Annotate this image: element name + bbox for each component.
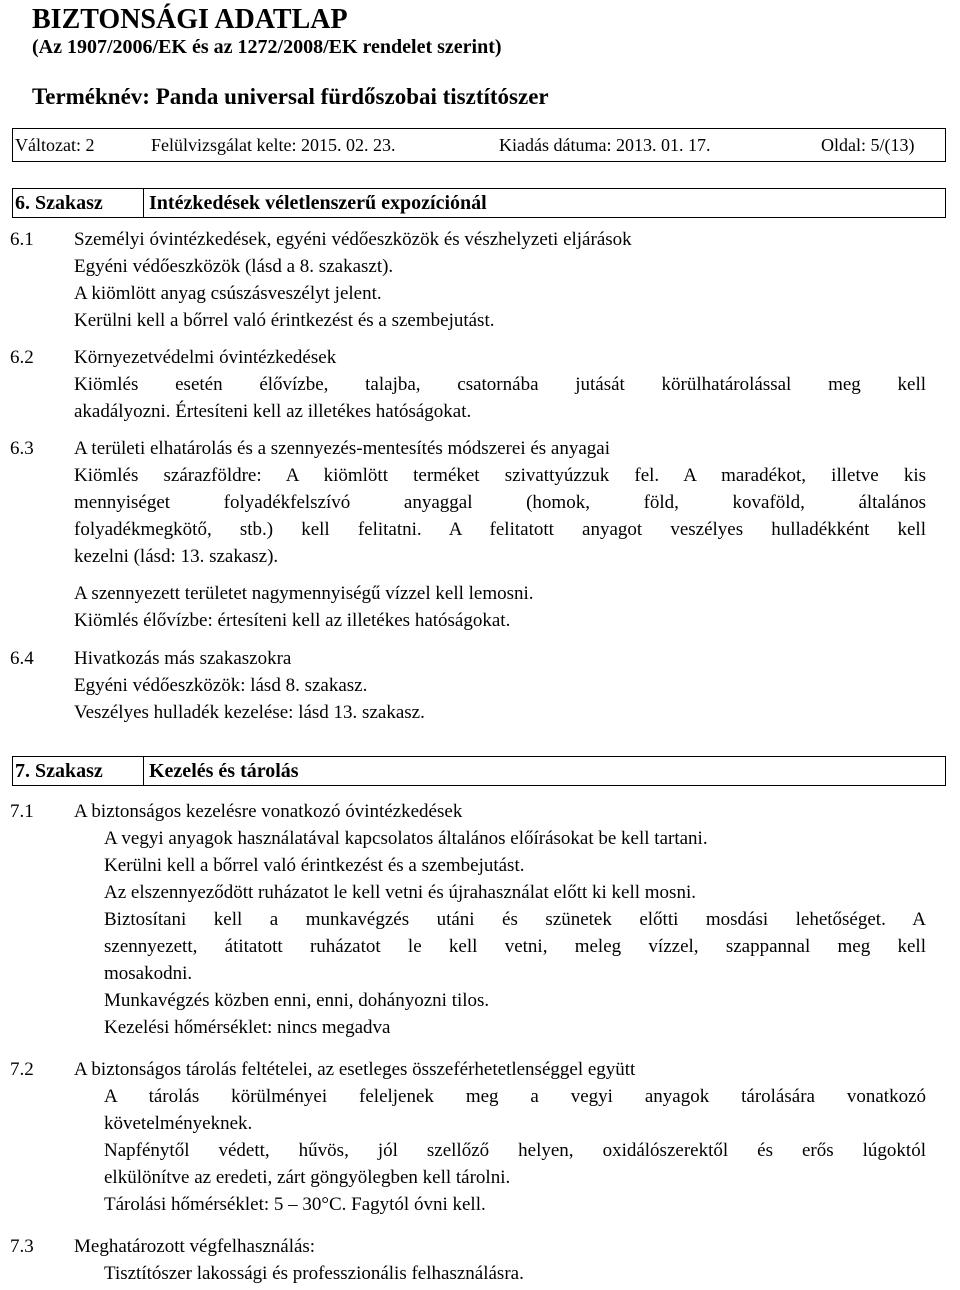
section-number: 6. Szakasz (15, 192, 103, 214)
document-title: BIZTONSÁGI ADATLAP (32, 4, 348, 35)
text-line: Kerülni kell a bőrrel való érintkezést és a szembejutást. (74, 310, 495, 331)
text-line: kezelni (lásd: 13. szakasz). (74, 546, 279, 567)
text-line: A kiömlött anyag csúszásveszélyt jelent. (74, 283, 382, 304)
subsection-number: 6.3 (10, 438, 34, 459)
document-info-bar (12, 128, 946, 162)
text-line: Kerülni kell a bőrrel való érintkezést és a szembejutást. (104, 855, 525, 876)
text-line: szennyezett, átitatott ruházatot le kell vetni, meleg vízzel, szappannal meg kell (104, 936, 926, 957)
text-line: Biztosítani kell a munkavégzés utáni és szünetek előtti mosdási lehetőséget. A (104, 909, 926, 930)
text-line: mennyiséget folyadékfelszívó anyaggal (homok, föld, kovaföld, általános (74, 492, 926, 513)
issue-date: Kiadás dátuma: 2013. 01. 17. (499, 135, 711, 155)
subsection-number: 7.1 (10, 801, 34, 822)
product-name: Terméknév: Panda universal fürdőszobai tisztítószer (32, 84, 549, 109)
subsection-title: Személyi óvintézkedések, egyéni védőeszközök és vészhelyzeti eljárások (74, 229, 632, 250)
text-line: Veszélyes hulladék kezelése: lásd 13. szakasz. (74, 702, 425, 723)
section-number: 7. Szakasz (15, 760, 103, 782)
text-line: A vegyi anyagok használatával kapcsolatos általános előírásokat be kell tartani. (104, 828, 708, 849)
section-6-header (12, 188, 946, 218)
text-line: Egyéni védőeszközök (lásd a 8. szakaszt). (74, 256, 394, 277)
version-label: Változat: 2 (15, 135, 95, 155)
section-title: Intézkedések véletlenszerű expozíciónál (149, 192, 487, 214)
text-line: elkülönítve az eredeti, zárt göngyölegben kell tárolni. (104, 1167, 511, 1188)
revision-date: Felülvizsgálat kelte: 2015. 02. 23. (151, 135, 396, 155)
divider (143, 756, 144, 786)
text-line: Az elszennyeződött ruházatot le kell vetni és újrahasználat előtt ki kell mosni. (104, 882, 696, 903)
text-line: Egyéni védőeszközök: lásd 8. szakasz. (74, 675, 368, 696)
text-line: A tárolás körülményei feleljenek meg a vegyi anyagok tárolására vonatkozó (104, 1086, 926, 1107)
subsection-title: Környezetvédelmi óvintézkedések (74, 347, 337, 368)
text-line: Munkavégzés közben enni, enni, dohányozni tilos. (104, 990, 490, 1011)
text-line: Napfénytől védett, hűvös, jól szellőző helyen, oxidálószerektől és erős lúgoktól (104, 1140, 926, 1161)
subsection-title: Hivatkozás más szakaszokra (74, 648, 292, 669)
page-number: Oldal: 5/(13) (821, 135, 915, 155)
text-line: Tárolási hőmérséklet: 5 – 30°C. Fagytól óvni kell. (104, 1194, 486, 1215)
section-title: Kezelés és tárolás (149, 760, 299, 782)
subsection-number: 6.2 (10, 347, 34, 368)
subsection-number: 7.2 (10, 1059, 34, 1080)
text-line: mosakodni. (104, 963, 193, 984)
subsection-title: A biztonságos tárolás feltételei, az esetleges összeférhetetlenséggel együtt (74, 1059, 636, 1080)
text-line: Kiömlés élővízbe: értesíteni kell az illetékes hatóságokat. (74, 610, 511, 631)
subsection-title: A biztonságos kezelésre vonatkozó óvintézkedések (74, 801, 463, 822)
text-line: folyadékmegkötő, stb.) kell felitatni. A felitatott anyagot veszélyes hulladékként kell (74, 519, 926, 540)
regulation-subtitle: (Az 1907/2006/EK és az 1272/2008/EK rendelet szerint) (32, 36, 502, 58)
subsection-number: 7.3 (10, 1236, 34, 1257)
text-line: Tisztítószer lakossági és professzionális felhasználásra. (104, 1263, 524, 1284)
text-line: Kezelési hőmérséklet: nincs megadva (104, 1017, 391, 1038)
text-line: Kiömlés szárazföldre: A kiömlött terméket szivattyúzzuk fel. A maradékot, illetve kis (74, 465, 926, 486)
text-line: akadályozni. Értesíteni kell az illetékes hatóságokat. (74, 401, 472, 422)
text-line: Kiömlés esetén élővízbe, talajba, csatornába jutását körülhatárolással meg kell (74, 374, 926, 395)
text-line: követelményeknek. (104, 1113, 253, 1134)
subsection-number: 6.4 (10, 648, 34, 669)
subsection-number: 6.1 (10, 229, 34, 250)
text-line: A szennyezett területet nagymennyiségű vízzel kell lemosni. (74, 583, 534, 604)
divider (143, 188, 144, 218)
subsection-title: A területi elhatárolás és a szennyezés-mentesítés módszerei és anyagai (74, 438, 610, 459)
section-7-header (12, 756, 946, 786)
subsection-title: Meghatározott végfelhasználás: (74, 1236, 316, 1257)
